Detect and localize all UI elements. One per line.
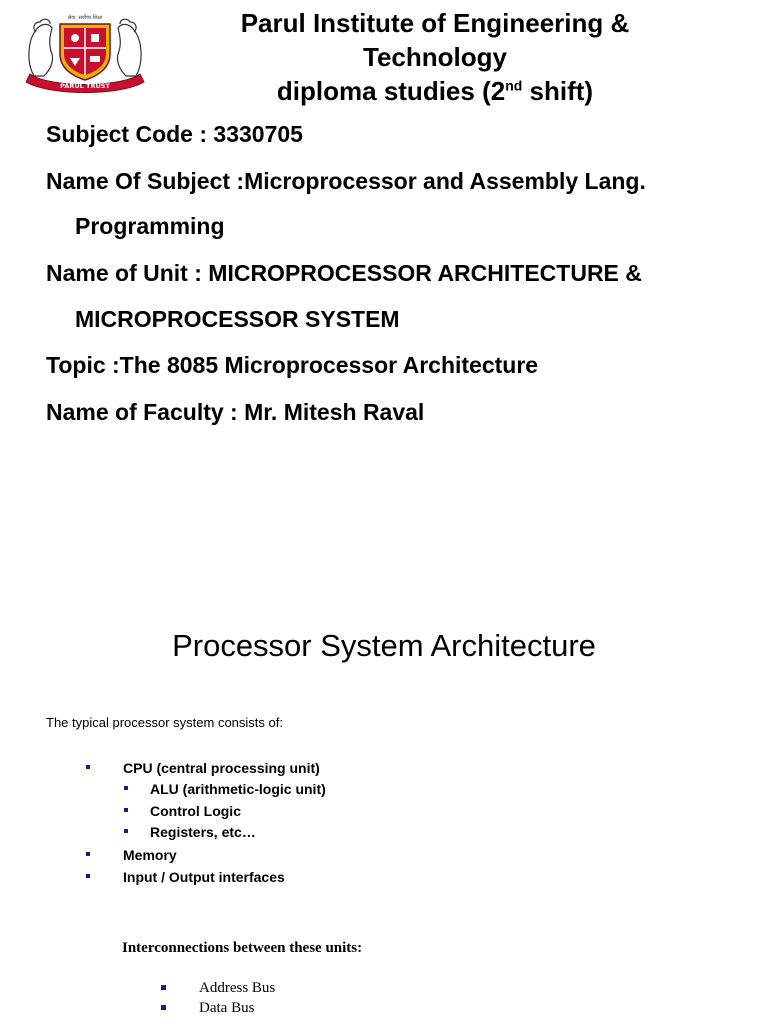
- title-superscript: nd: [505, 77, 523, 94]
- title-line-1: Parul Institute of Engineering &: [240, 8, 630, 38]
- title-line-3-suffix: shift): [522, 76, 594, 106]
- bullet-icon: [161, 1005, 166, 1010]
- bullet-icon: [86, 874, 90, 878]
- list-item: [150, 824, 256, 840]
- list-item-text: Memory: [123, 847, 177, 863]
- list-item: [199, 980, 275, 997]
- list-item-text: Input / Output interfaces: [123, 869, 285, 885]
- title-line-2: Technology: [363, 42, 507, 72]
- intro-text: The typical processor system consists of:: [46, 715, 283, 730]
- list-item: [150, 781, 326, 797]
- list-item: [123, 869, 285, 885]
- list-item-text: CPU (central processing unit): [123, 760, 320, 776]
- title-line-3: [180, 74, 690, 108]
- bullet-icon: [86, 852, 90, 856]
- subject-name: Name Of Subject :Microprocessor and Assembly Lang.: [46, 168, 646, 194]
- parul-trust-logo: [20, 10, 150, 94]
- list-item-text: Data Bus: [199, 1000, 255, 1016]
- list-item: [123, 847, 177, 863]
- bullet-icon: [124, 829, 128, 833]
- subject-code: Subject Code : 3330705: [46, 121, 303, 147]
- institute-title: [180, 6, 690, 108]
- logo-motto: सेवा, सर्वोच्च शिक्षा: [67, 15, 103, 21]
- unit-name: Name of Unit : MICROPROCESSOR ARCHITECTURE &: [46, 260, 642, 286]
- title-line-3-text: diploma studies (2: [276, 76, 506, 106]
- list-item: [199, 1000, 254, 1017]
- topic: Topic :The 8085 Microprocessor Architecture: [46, 352, 539, 378]
- bullet-icon: [124, 808, 128, 812]
- bullet-icon: [161, 985, 166, 990]
- slide-title: Processor System Architecture: [172, 628, 596, 663]
- bullet-icon: [124, 786, 128, 790]
- interconnect-heading: Interconnections between these units:: [122, 940, 363, 956]
- list-item-text: Control Logic: [150, 803, 241, 819]
- bullet-icon: [86, 765, 90, 769]
- list-item-text: Registers, etc…: [150, 824, 256, 840]
- list-item: [150, 803, 241, 819]
- unit-name-cont: MICROPROCESSOR SYSTEM: [75, 306, 400, 332]
- subject-name-cont: Programming: [75, 213, 225, 239]
- logo-banner-text: PARUL TRUST: [60, 82, 110, 90]
- list-item-text: Address Bus: [199, 980, 276, 996]
- list-item: [123, 760, 320, 776]
- faculty-name: Name of Faculty : Mr. Mitesh Raval: [46, 399, 425, 425]
- list-item-text: ALU (arithmetic-logic unit): [150, 781, 326, 797]
